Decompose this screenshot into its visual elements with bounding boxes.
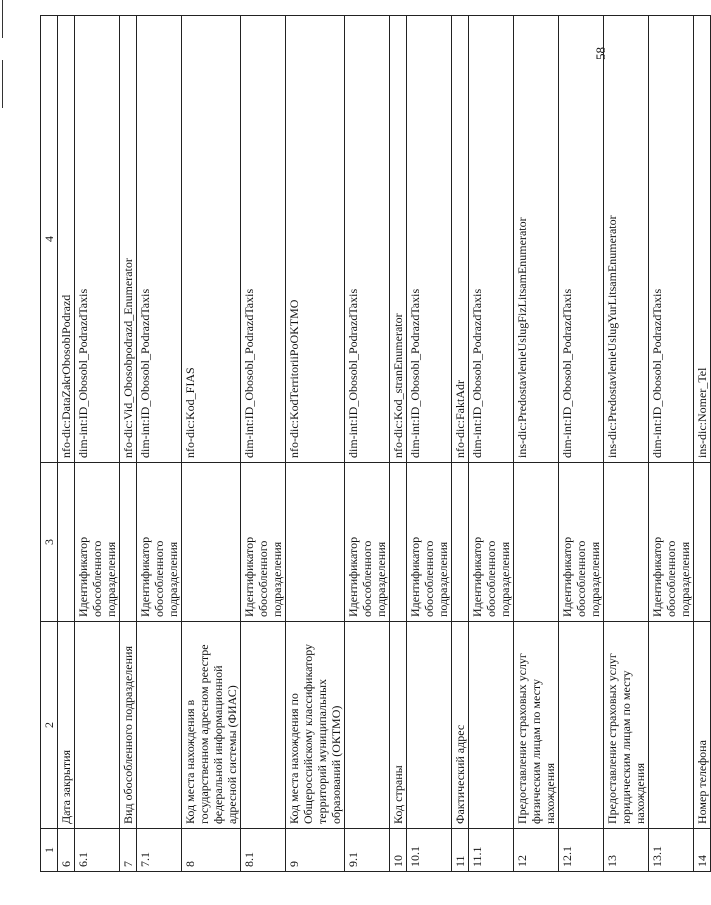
row-name: [345, 622, 390, 829]
row-dictionary: dim-int:ID_Obosobl_PodrazdTaxis: [345, 16, 390, 463]
row-dictionary: ins-dic:Nomer_Tel: [694, 16, 711, 463]
row-dictionary: dim-int:ID_Obosobl_PodrazdTaxis: [241, 16, 286, 463]
table-row: [241, 16, 286, 872]
header-col-2: 2: [41, 622, 58, 829]
row-dictionary: ins-dic:PredostavlenieUslugFizLitsamEnumerator: [514, 16, 559, 463]
row-dictionary: nfo-dic:KodTerritoriiPoOKTMO: [286, 16, 345, 463]
row-number: 14: [694, 829, 711, 872]
row-name: [75, 622, 120, 829]
table-row: [514, 16, 559, 872]
table-row: [452, 16, 469, 872]
table-row: [694, 16, 711, 872]
header-col-4: 4: [41, 16, 58, 463]
row-number: 9: [286, 829, 345, 872]
row-description: Идентификатор обособленного подразделения: [559, 463, 604, 622]
row-name: Вид обособленного подразделения: [120, 622, 137, 829]
row-number: 11.1: [469, 829, 514, 872]
row-number: 12.1: [559, 829, 604, 872]
row-number: 8: [182, 829, 241, 872]
row-dictionary: dim-int:ID_Obosobl_PodrazdTaxis: [407, 16, 452, 463]
row-description: Идентификатор обособленного подразделения: [345, 463, 390, 622]
row-dictionary: nfo-dic:Kod_stranEnumerator: [390, 16, 407, 463]
row-name: [241, 622, 286, 829]
row-dictionary: dim-int:ID_Obosobl_PodrazdTaxis: [75, 16, 120, 463]
row-number: 7: [120, 829, 137, 872]
row-name: Дата закрытия: [58, 622, 75, 829]
taxonomy-table: [40, 15, 711, 872]
table-body: [41, 16, 711, 872]
row-name: Предоставление страховых услуг физическим лицам по месту нахождения: [514, 622, 559, 829]
table-row: [649, 16, 694, 872]
row-number: 13: [604, 829, 649, 872]
row-number: 10.1: [407, 829, 452, 872]
row-description: [604, 463, 649, 622]
row-number: 13.1: [649, 829, 694, 872]
row-description: Идентификатор обособленного подразделения: [649, 463, 694, 622]
table-row: [604, 16, 649, 872]
row-name: Фактический адрес: [452, 622, 469, 829]
table-row: [58, 16, 75, 872]
row-number: 12: [514, 829, 559, 872]
row-dictionary: dim-int:ID_Obosobl_PodrazdTaxis: [469, 16, 514, 463]
row-name: Код страны: [390, 622, 407, 829]
row-name: [649, 622, 694, 829]
row-name: [469, 622, 514, 829]
row-description: [390, 463, 407, 622]
row-description: [120, 463, 137, 622]
table-row: [286, 16, 345, 872]
row-description: [286, 463, 345, 622]
scan-margin-line-top: [2, 0, 3, 38]
row-name: Код места нахождения в государственном адресном реестре федеральной информационной адресной системы (ФИАС): [182, 622, 241, 829]
table-row: [182, 16, 241, 872]
row-number: 9.1: [345, 829, 390, 872]
scan-margin-line-bottom: [2, 60, 3, 108]
row-number: 8.1: [241, 829, 286, 872]
header-col-3: 3: [41, 463, 58, 622]
table-row: [390, 16, 407, 872]
table-header-row: [41, 16, 58, 872]
row-description: [452, 463, 469, 622]
page-number: 58: [593, 47, 608, 60]
row-dictionary: dim-int:ID_Obosobl_PodrazdTaxis: [649, 16, 694, 463]
row-description: Идентификатор обособленного подразделения: [137, 463, 182, 622]
row-description: [694, 463, 711, 622]
row-dictionary: nfo-dic:FaktAdr: [452, 16, 469, 463]
row-dictionary: nfo-dic:DataZakrObosoblPodrazd: [58, 16, 75, 463]
row-number: 6: [58, 829, 75, 872]
row-number: 11: [452, 829, 469, 872]
row-name: [137, 622, 182, 829]
table-row: [345, 16, 390, 872]
row-description: Идентификатор обособленного подразделения: [241, 463, 286, 622]
header-col-1: 1: [41, 829, 58, 872]
row-description: Идентификатор обособленного подразделения: [75, 463, 120, 622]
row-name: [407, 622, 452, 829]
row-number: 10: [390, 829, 407, 872]
table-row: [407, 16, 452, 872]
row-dictionary: nfo-dic:Vid_Obosobpodrazd_Enumerator: [120, 16, 137, 463]
row-dictionary: dim-int:ID_Obosobl_PodrazdTaxis: [559, 16, 604, 463]
row-description: [514, 463, 559, 622]
row-description: [58, 463, 75, 622]
row-dictionary: ins-dic:PredostavlenieUslugYurLitsamEnumerator: [604, 16, 649, 463]
table-row: [559, 16, 604, 872]
row-name: Код места нахождения по Общероссийскому классификатору территорий муниципальных образований (ОКТМО): [286, 622, 345, 829]
row-name: Предоставление страховых услуг юридическим лицам по месту нахождения: [604, 622, 649, 829]
table-row: [120, 16, 137, 872]
table-row: [75, 16, 120, 872]
row-name: Номер телефона: [694, 622, 711, 829]
row-number: 7.1: [137, 829, 182, 872]
row-description: Идентификатор обособленного подразделения: [407, 463, 452, 622]
table-row: [137, 16, 182, 872]
row-description: Идентификатор обособленного подразделения: [469, 463, 514, 622]
row-name: [559, 622, 604, 829]
row-number: 6.1: [75, 829, 120, 872]
row-dictionary: nfo-dic:Kod_FIAS: [182, 16, 241, 463]
row-description: [182, 463, 241, 622]
row-dictionary: dim-int:ID_Obosobl_PodrazdTaxis: [137, 16, 182, 463]
table-row: [469, 16, 514, 872]
